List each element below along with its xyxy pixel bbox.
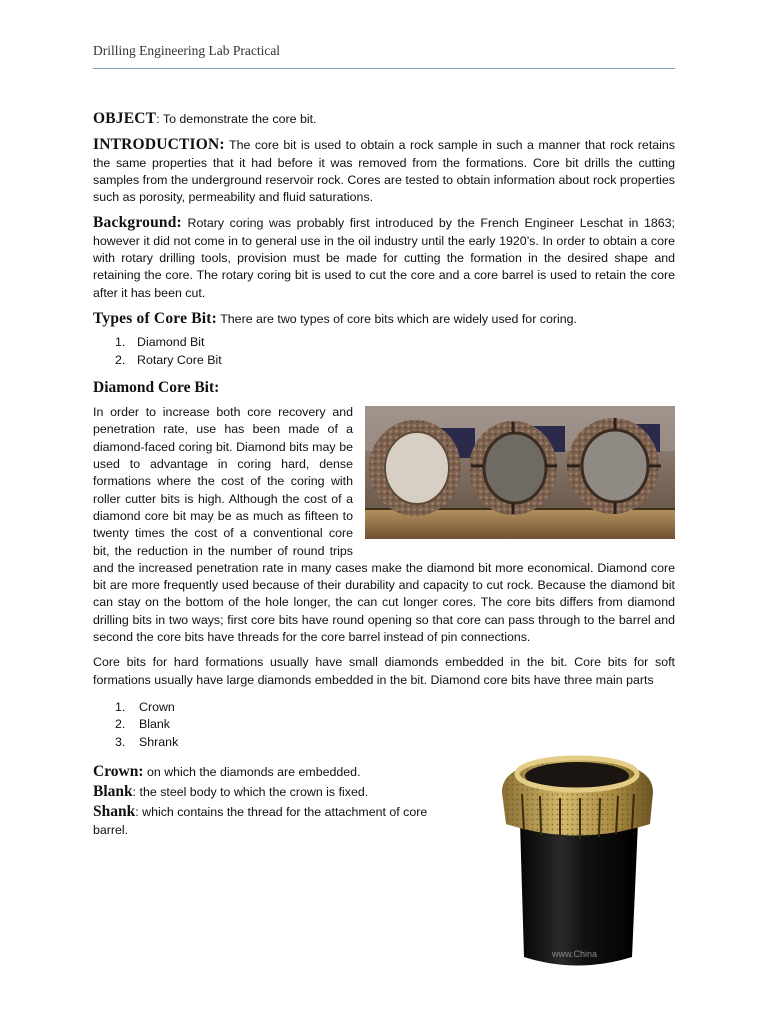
list-number: 3. — [115, 734, 126, 749]
page-header-title: Drilling Engineering Lab Practical — [93, 43, 281, 58]
list-number: 1. — [115, 699, 126, 714]
definition-shank — [93, 803, 465, 839]
object-text: : To demonstrate the core bit. — [156, 112, 317, 126]
list-item-label: Diamond Bit — [137, 335, 205, 350]
list-item-label: Shrank — [139, 734, 179, 749]
types-paragraph — [93, 310, 675, 328]
diamond-paragraph-1: In order to increase both core recovery and penetration rate, use has been made of a diamond-faced coring bit. Diamond bits may be used to advantage in coring hard, dense formations where the cost of the coring with roller cutter bits is high. Although the cost of a diamond core bit may be as much as fifteen to twenty times the cost of a conventional core bit, the reduction in the number of round trips and the increased penetration rate in many cases make the diamond bit more economical. Diamond core bit are more frequently used because of their durability and capacity to cut rock. Because the diamond bit can stay on the bottom of the hole longer, the can cut longer cores. The core bits differs from diamond drilling bits in two ways; first core bits have round opening so that core can pass through to the barrel and second the core bits have threads for the core barrel instead of pin connections. — [93, 405, 675, 645]
list-item-label: Blank — [139, 717, 170, 732]
diamond-paragraph-2: Core bits for hard formations usually have small diamonds embedded in the bit. Core bits for soft formations usually have large diamonds embedded in the bit. Diamond core bits have three main parts — [93, 655, 675, 687]
definition-term: Blank — [93, 783, 133, 801]
core-bit-photo — [500, 752, 655, 970]
definition-blank — [93, 783, 465, 801]
list-item — [115, 352, 675, 369]
list-item-label: Crown — [139, 699, 175, 714]
document-body — [93, 110, 675, 841]
types-text: There are two types of core bits which are widely used for coring. — [217, 311, 577, 326]
core-bit-types-list — [115, 334, 675, 369]
introduction-heading: INTRODUCTION: — [93, 136, 225, 154]
definition-crown — [93, 763, 465, 781]
list-item-label: Rotary Core Bit — [137, 352, 222, 367]
core-bit-parts-list — [115, 699, 675, 751]
definition-text: : which contains the thread for the attachment of core barrel. — [93, 805, 428, 837]
background-paragraph — [93, 214, 675, 301]
introduction-text: The core bit is used to obtain a rock sample in such a manner that rock retains the same properties that it had before it was removed from the formations. Core bit drills the cutting samples from the underground reservoir rock. Cores are tested to obtain information about rock properties such as porosity, permeability and fluid saturations. — [93, 138, 675, 205]
definition-term: Crown: — [93, 762, 144, 780]
list-item — [115, 734, 675, 751]
background-text: Rotary coring was probably first introduced by the French Engineer Leschat in 1863; however it did not come in to general use in the oil industry until the early 1920’s. In order to obtain a core with rotary drilling tools, provision must be made for cutting the formation in the desired shape and retaining the core. The rotary coring bit is used to cut the core and a core barrel is used to retain the core after it has been cut. — [93, 216, 675, 300]
definition-text: on which the diamonds are embedded. — [143, 764, 361, 779]
list-item — [115, 699, 675, 716]
background-heading: Background: — [93, 214, 182, 232]
page-header — [93, 43, 675, 59]
object-heading: OBJECT — [93, 110, 157, 127]
types-heading: Types of Core Bit: — [93, 309, 217, 327]
list-number: 1. — [115, 335, 126, 350]
list-item — [115, 716, 675, 733]
diamond-core-bit-heading: Diamond Core Bit: — [93, 378, 220, 396]
definition-text: : the steel body to which the crown is fixed. — [132, 785, 369, 800]
parts-definitions — [93, 763, 465, 839]
list-number: 2. — [115, 717, 126, 732]
definition-term: Shank — [93, 803, 136, 821]
list-item — [115, 334, 675, 351]
introduction-paragraph — [93, 136, 675, 206]
svg-text:www.China: www.China — [552, 949, 598, 959]
list-number: 2. — [115, 352, 126, 367]
object-paragraph — [93, 110, 675, 128]
diamond-core-bits-photo — [365, 406, 675, 539]
header-divider — [93, 68, 675, 69]
